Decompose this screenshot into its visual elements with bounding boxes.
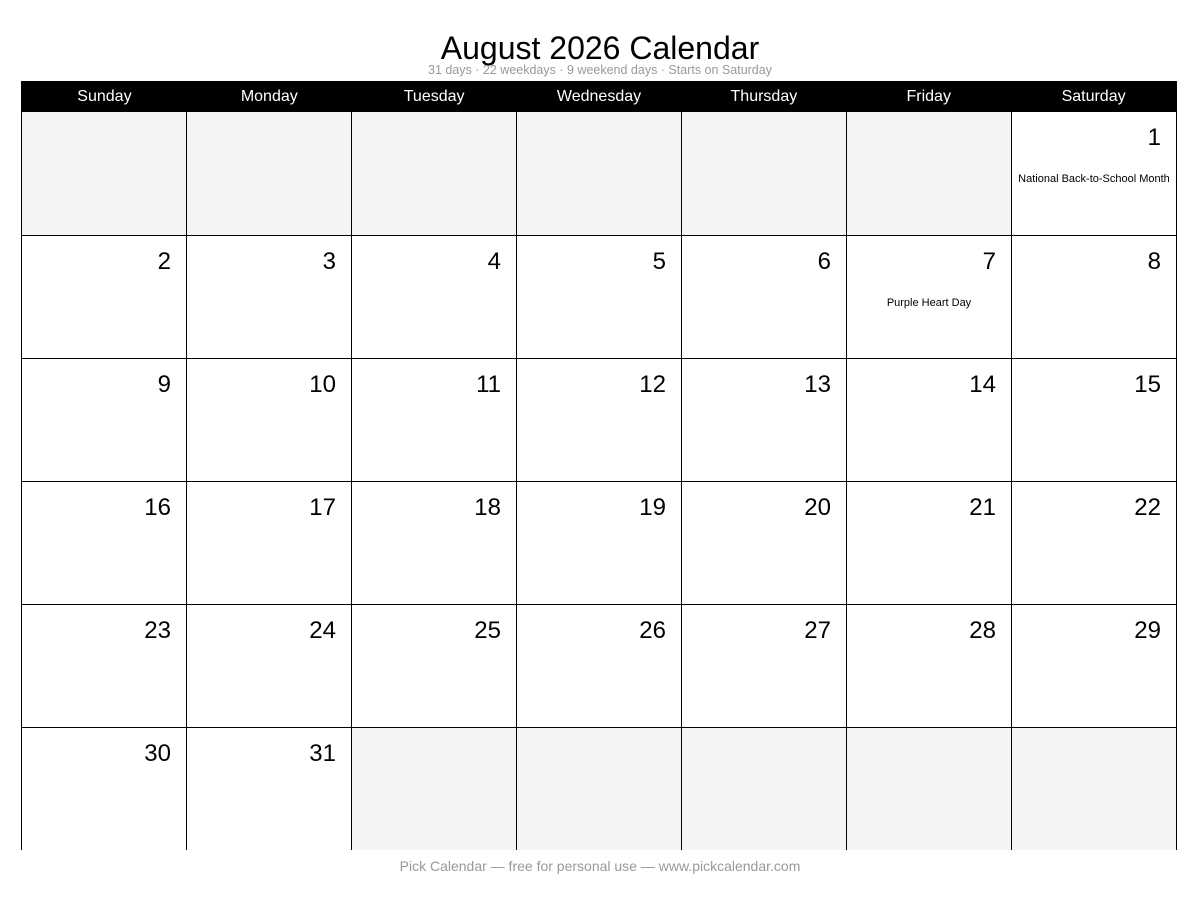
- day-cell: [516, 605, 681, 727]
- day-number: 2: [157, 248, 171, 275]
- week-row: [22, 358, 1176, 481]
- day-cell: [22, 605, 186, 727]
- day-cell: [681, 236, 846, 358]
- day-cell: [1011, 605, 1176, 727]
- week-row: [22, 112, 1176, 235]
- day-cell: [22, 236, 186, 358]
- weekday-header: [22, 82, 1176, 112]
- day-number: 17: [309, 494, 336, 521]
- day-number: 13: [804, 371, 831, 398]
- empty-day-cell: [186, 112, 351, 235]
- day-cell: [351, 482, 516, 604]
- day-number: 6: [817, 248, 831, 275]
- day-number: 15: [1134, 371, 1161, 398]
- day-number: 24: [309, 617, 336, 644]
- page-footer: Pick Calendar — free for personal use — www.pickcalendar.com: [399, 858, 801, 874]
- day-cell: [846, 482, 1011, 604]
- weekday-tuesday: Tuesday: [403, 88, 465, 105]
- weekday-monday: Monday: [240, 88, 298, 105]
- page-subtitle: 31 days · 22 weekdays · 9 weekend days · Starts on Saturday: [428, 63, 772, 77]
- day-cell: [22, 359, 186, 481]
- day-event: National Back-to-School Month: [1018, 173, 1170, 185]
- day-number: 16: [144, 494, 171, 521]
- empty-day-cell: [351, 112, 516, 235]
- day-cell: [1011, 112, 1176, 235]
- day-cell: [351, 605, 516, 727]
- day-number: 9: [157, 371, 171, 398]
- day-cell: [681, 482, 846, 604]
- empty-day-cell: [1011, 728, 1176, 850]
- day-number: 1: [1147, 124, 1161, 151]
- day-number: 5: [652, 248, 666, 275]
- empty-day-cell: [846, 728, 1011, 850]
- day-cell: [1011, 236, 1176, 358]
- day-cell: [516, 236, 681, 358]
- weekday-sunday: Sunday: [77, 88, 132, 105]
- day-cell: [516, 482, 681, 604]
- day-number: 30: [144, 740, 171, 767]
- weekday-friday: Friday: [906, 88, 951, 105]
- weekday-thursday: Thursday: [730, 88, 798, 105]
- day-cell: [1011, 482, 1176, 604]
- week-row: [22, 604, 1176, 727]
- day-number: 10: [309, 371, 336, 398]
- day-cell: [186, 359, 351, 481]
- weekday-saturday: Saturday: [1061, 88, 1126, 105]
- empty-day-cell: [516, 112, 681, 235]
- day-number: 25: [474, 617, 501, 644]
- day-cell: [516, 359, 681, 481]
- day-cell: [681, 359, 846, 481]
- day-cell: [22, 482, 186, 604]
- day-number: 4: [487, 248, 501, 275]
- empty-day-cell: [681, 112, 846, 235]
- day-number: 27: [804, 617, 831, 644]
- week-row: [22, 727, 1176, 850]
- day-number: 12: [639, 371, 666, 398]
- day-number: 26: [639, 617, 666, 644]
- page-title: August 2026 Calendar: [440, 30, 760, 66]
- weekday-wednesday: Wednesday: [556, 88, 642, 105]
- day-cell: [846, 236, 1011, 358]
- day-cell: [1011, 359, 1176, 481]
- empty-day-cell: [22, 112, 186, 235]
- empty-day-cell: [681, 728, 846, 850]
- day-number: 3: [322, 248, 336, 275]
- day-cell: [186, 482, 351, 604]
- day-number: 23: [144, 617, 171, 644]
- day-cell: [186, 728, 351, 850]
- empty-day-cell: [516, 728, 681, 850]
- week-row: [22, 235, 1176, 358]
- day-number: 31: [309, 740, 336, 767]
- calendar-grid: [21, 81, 1177, 850]
- week-row: [22, 481, 1176, 604]
- day-cell: [846, 605, 1011, 727]
- day-number: 22: [1134, 494, 1161, 521]
- day-cell: [186, 236, 351, 358]
- empty-day-cell: [846, 112, 1011, 235]
- day-number: 7: [982, 248, 996, 275]
- day-event: Purple Heart Day: [886, 297, 972, 309]
- day-cell: [846, 359, 1011, 481]
- day-cell: [186, 605, 351, 727]
- empty-day-cell: [351, 728, 516, 850]
- day-number: 11: [476, 371, 501, 398]
- day-cell: [22, 728, 186, 850]
- day-number: 19: [639, 494, 666, 521]
- day-number: 29: [1134, 617, 1161, 644]
- day-number: 18: [474, 494, 501, 521]
- day-number: 20: [804, 494, 831, 521]
- day-number: 28: [969, 617, 996, 644]
- day-cell: [351, 359, 516, 481]
- day-number: 8: [1147, 248, 1161, 275]
- day-number: 14: [969, 371, 996, 398]
- calendar-weeks: [22, 112, 1176, 850]
- day-number: 21: [969, 494, 996, 521]
- day-cell: [351, 236, 516, 358]
- day-cell: [681, 605, 846, 727]
